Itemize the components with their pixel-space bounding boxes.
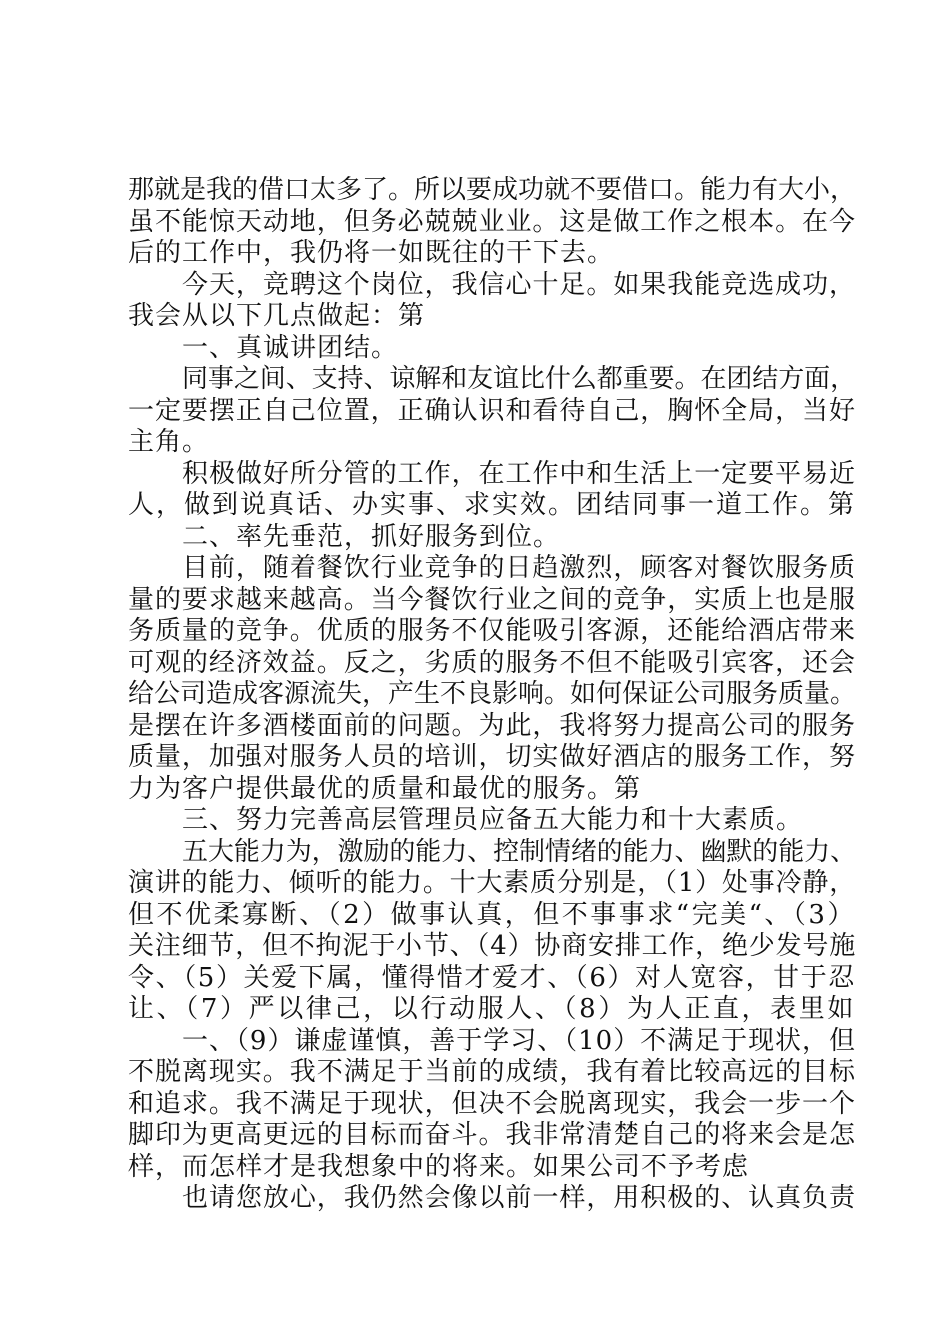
text-line: 一、（9）谦虚谨慎，善于学习、（10）不满足于现状，但	[182, 1025, 856, 1056]
text-line: 目前，随着餐饮行业竞争的日趋激烈，顾客对餐饮服务质	[182, 553, 856, 583]
text-line: 力为客户提供最优的质量和最优的服务。第	[128, 773, 642, 804]
text-line: 让、（7）严以律己，以行动服人、（8）为人正直，表里如	[128, 994, 856, 1024]
text-line: 演讲的能力、倾听的能力。十大素质分别是，（1）处事冷静，	[128, 868, 856, 898]
text-line: 同事之间、支持、谅解和友谊比什么都重要。在团结方面，	[182, 364, 856, 394]
text-line: 今天，竞聘这个岗位，我信心十足。如果我能竞选成功，	[182, 269, 856, 300]
text-line: 质量，加强对服务人员的培训，切实做好酒店的服务工作，努	[128, 742, 856, 772]
text-line: 也请您放心，我仍然会像以前一样，用积极的、认真负责	[182, 1183, 856, 1213]
text-line: 但不优柔寡断、（2）做事认真，但不事事求“完美“、（3）	[128, 899, 856, 930]
document-body	[128, 175, 856, 1215]
text-line: 我会从以下几点做起：第	[128, 301, 426, 331]
text-line: 样，而怎样才是我想象中的将来。如果公司不予考虑	[128, 1151, 750, 1182]
text-line: 一、真诚讲团结。	[182, 332, 399, 363]
text-line: 积极做好所分管的工作，在工作中和生活上一定要平易近	[182, 458, 856, 489]
text-line: 那就是我的借口太多了。所以要成功就不要借口。能力有大小，	[128, 175, 856, 205]
text-line: 务质量的竞争。优质的服务不仅能吸引客源，还能给酒店带来	[128, 616, 856, 646]
text-line: 和追求。我不满足于现状，但决不会脱离现实，我会一步一个	[128, 1088, 856, 1119]
text-line: 后的工作中，我仍将一如既往的干下去。	[128, 238, 615, 268]
text-line: 五大能力为，激励的能力、控制情绪的能力、幽默的能力、	[182, 836, 856, 867]
text-line: 脚印为更高更远的目标而奋斗。我非常清楚自己的将来会是怎	[128, 1120, 856, 1150]
text-line: 一定要摆正自己位置，正确认识和看待自己，胸怀全局，当好	[128, 395, 856, 426]
text-line: 给公司造成客源流失，产生不良影响。如何保证公司服务质量。	[128, 679, 856, 709]
text-line: 主角。	[128, 427, 210, 457]
text-line: 二、率先垂范，抓好服务到位。	[182, 521, 561, 552]
text-line: 虽不能惊天动地，但务必兢兢业业。这是做工作之根本。在今	[128, 206, 856, 237]
text-line: 人，做到说真话、办实事、求实效。团结同事一道工作。第	[128, 490, 856, 520]
text-line: 可观的经济效益。反之，劣质的服务不但不能吸引宾客，还会	[128, 647, 856, 678]
text-line: 令、（5）关爱下属，懂得惜才爱才、（6）对人宽容，甘于忍	[128, 962, 856, 993]
text-line: 是摆在许多酒楼面前的问题。为此，我将努力提高公司的服务	[128, 710, 856, 741]
text-line: 三、努力完善高层管理员应备五大能力和十大素质。	[182, 805, 804, 835]
text-line: 量的要求越来越高。当今餐饮行业之间的竞争，实质上也是服	[128, 584, 856, 615]
text-line: 关注细节，但不拘泥于小节、（4）协商安排工作，绝少发号施	[128, 931, 856, 961]
text-line: 不脱离现实。我不满足于当前的成绩，我有着比较高远的目标	[128, 1057, 856, 1087]
